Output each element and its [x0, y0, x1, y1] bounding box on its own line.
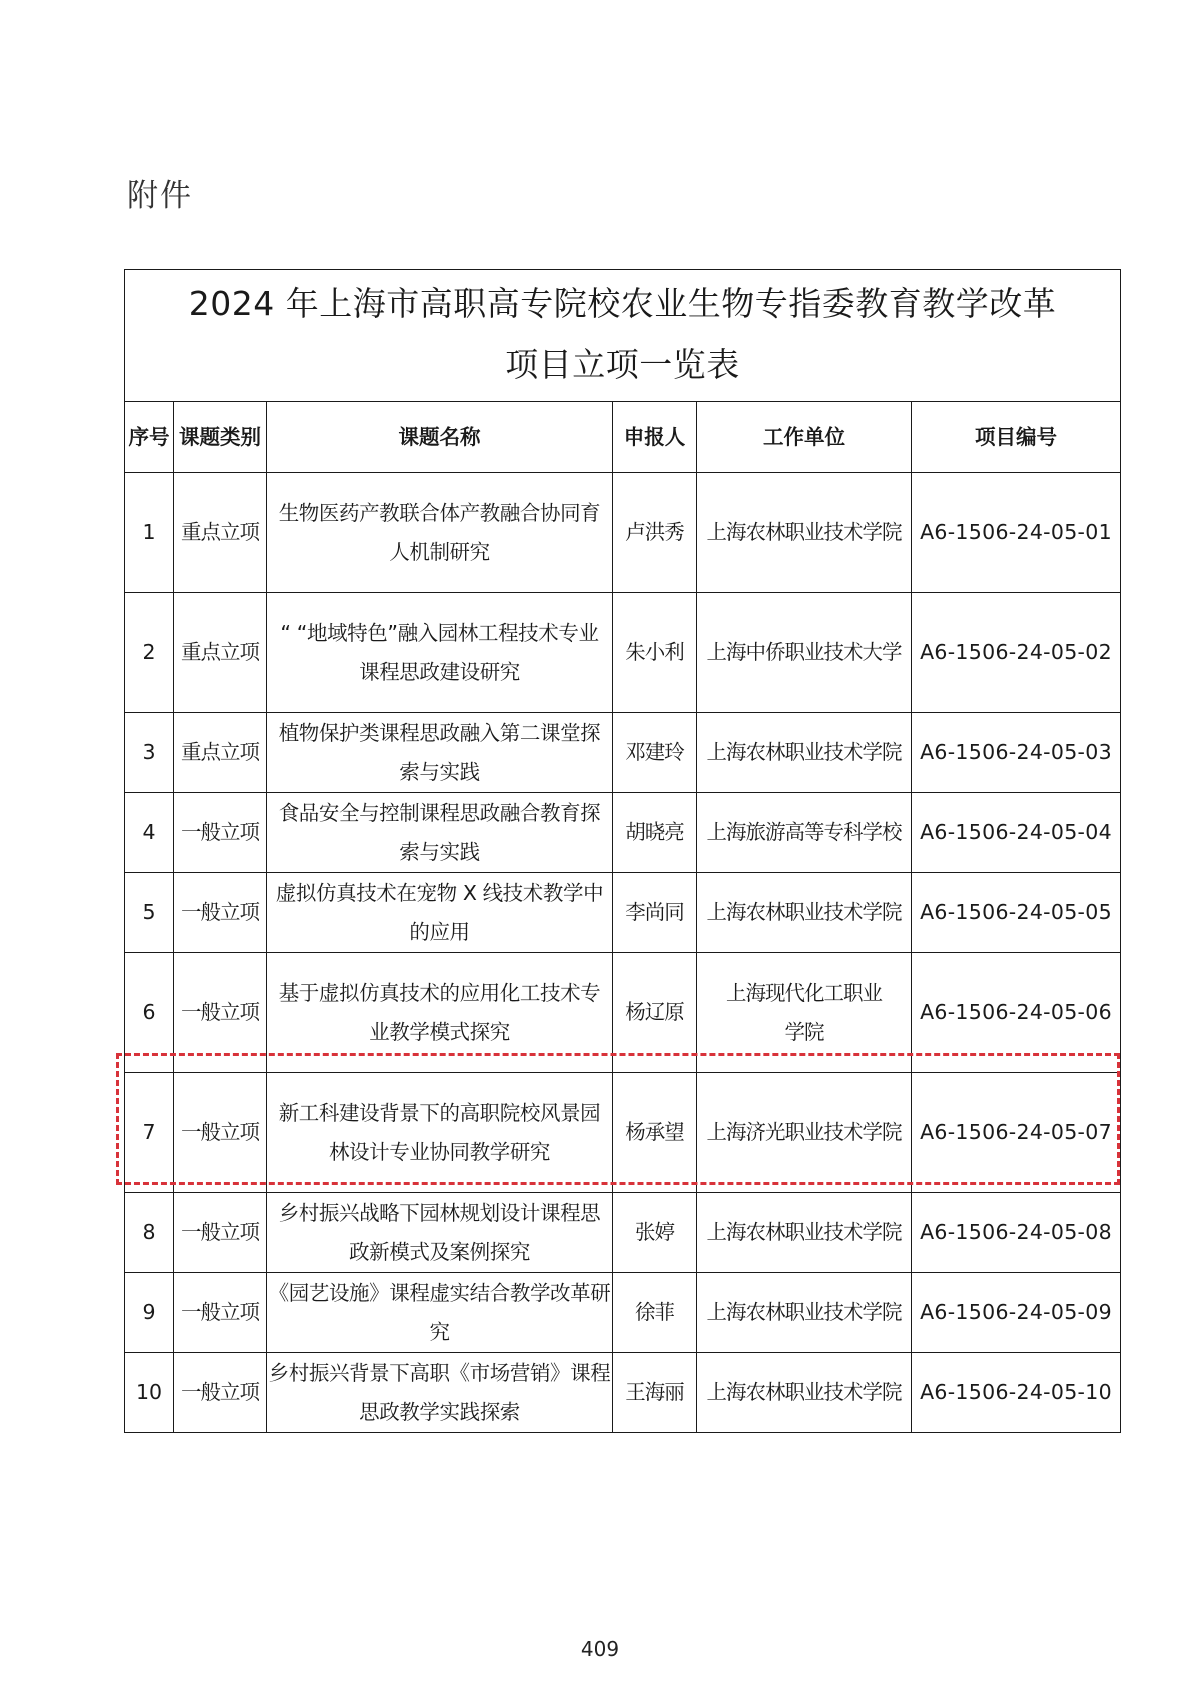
- cell-name-text: 植物保护类课程思政融入第二课堂探: [278, 720, 601, 745]
- attachment-label: 附件: [127, 178, 193, 214]
- cell-category-text: 重点立项: [181, 640, 259, 664]
- cell-category: [174, 1073, 267, 1193]
- cell-code: [912, 1193, 1121, 1273]
- cell-index: [125, 593, 174, 713]
- cell-category-text: 重点立项: [181, 520, 259, 544]
- cell-category-text: 一般立项: [181, 1220, 259, 1244]
- cell-unit-text: 上海农林职业技术学院: [706, 1380, 902, 1404]
- table-row: [125, 873, 1121, 953]
- cell-unit-text: 上海中侨职业技术大学: [706, 640, 902, 664]
- table-row: [125, 793, 1121, 873]
- table-row: [125, 1353, 1121, 1433]
- cell-unit: [697, 713, 912, 793]
- cell-code: [912, 713, 1121, 793]
- cell-unit-text: 上海农林职业技术学院: [706, 1300, 902, 1324]
- cell-category: [174, 953, 267, 1073]
- cell-applicant-text: 徐菲: [635, 1300, 674, 1324]
- cell-name-text: 乡村振兴背景下高职《市场营销》课程: [268, 1360, 611, 1385]
- cell-applicant: [613, 593, 697, 713]
- cell-code: [912, 873, 1121, 953]
- cell-name-text: 基于虚拟仿真技术的应用化工技术专: [278, 980, 601, 1005]
- cell-index-text: 2: [142, 640, 156, 664]
- page-number: 409: [580, 1637, 620, 1661]
- cell-category-text: 一般立项: [181, 1000, 259, 1024]
- cell-index: [125, 1073, 174, 1193]
- cell-applicant: [613, 873, 697, 953]
- cell-name: [267, 473, 613, 593]
- cell-code-text: A6-1506-24-05-08: [920, 1220, 1112, 1244]
- cell-name-text: 索与实践: [399, 759, 480, 784]
- cell-name: [267, 1273, 613, 1353]
- cell-category: [174, 1353, 267, 1433]
- cell-index-text: 5: [142, 900, 156, 924]
- cell-category: [174, 1273, 267, 1353]
- cell-unit: [697, 473, 912, 593]
- cell-code-text: A6-1506-24-05-06: [920, 1000, 1112, 1024]
- cell-index: [125, 1193, 174, 1273]
- header-unit: 工作单位: [697, 402, 912, 473]
- cell-unit: [697, 1273, 912, 1353]
- cell-category: [174, 713, 267, 793]
- cell-name-text: 乡村振兴战略下园林规划设计课程思: [278, 1200, 601, 1225]
- cell-name: [267, 1073, 613, 1193]
- header-row: [125, 402, 1121, 473]
- cell-code: [912, 1353, 1121, 1433]
- cell-applicant: [613, 473, 697, 593]
- cell-applicant-text: 杨承望: [625, 1120, 684, 1144]
- cell-name-text: 业教学模式探究: [369, 1019, 510, 1044]
- cell-applicant-text: 王海丽: [625, 1380, 684, 1404]
- cell-category-text: 一般立项: [181, 1300, 259, 1324]
- header-code: 项目编号: [912, 402, 1121, 473]
- cell-index-text: 9: [142, 1300, 156, 1324]
- cell-code: [912, 1273, 1121, 1353]
- cell-index: [125, 953, 174, 1073]
- cell-index: [125, 713, 174, 793]
- cell-index: [125, 873, 174, 953]
- cell-unit-text: 上海农林职业技术学院: [706, 1220, 902, 1244]
- header-index: 序号: [125, 402, 174, 473]
- cell-code-text: A6-1506-24-05-07: [920, 1120, 1112, 1144]
- cell-name-text: 思政教学实践探索: [359, 1399, 520, 1424]
- cell-code: [912, 593, 1121, 713]
- cell-code-text: A6-1506-24-05-05: [920, 900, 1112, 924]
- project-list-table: [124, 269, 1121, 1433]
- cell-category-text: 一般立项: [181, 1380, 259, 1404]
- cell-applicant-text: 李尚同: [625, 900, 684, 924]
- cell-applicant-text: 卢洪秀: [625, 520, 684, 544]
- cell-applicant-text: 胡晓亮: [625, 820, 684, 844]
- cell-name-text: 的应用: [409, 919, 470, 944]
- table-title-line1: 2024 年上海市高职高专院校农业生物专指委教育教学改革: [188, 284, 1057, 323]
- cell-unit: [697, 873, 912, 953]
- table-row: [125, 1273, 1121, 1353]
- cell-code-text: A6-1506-24-05-10: [920, 1380, 1112, 1404]
- cell-applicant: [613, 1193, 697, 1273]
- cell-index: [125, 1273, 174, 1353]
- table-row: [125, 473, 1121, 593]
- cell-unit-text: 上海现代化工职业: [726, 980, 882, 1005]
- cell-category-text: 重点立项: [181, 740, 259, 764]
- cell-name-text: 人机制研究: [389, 539, 490, 564]
- header-applicant: 申报人: [613, 402, 697, 473]
- cell-unit-text: 上海济光职业技术学院: [706, 1120, 902, 1144]
- cell-name: [267, 713, 613, 793]
- table-row: [125, 1193, 1121, 1273]
- cell-unit-text: 上海农林职业技术学院: [706, 900, 902, 924]
- cell-index-text: 7: [142, 1120, 156, 1144]
- cell-name: [267, 1193, 613, 1273]
- cell-code-text: A6-1506-24-05-03: [920, 740, 1112, 764]
- cell-category: [174, 793, 267, 873]
- cell-category: [174, 473, 267, 593]
- header-name: 课题名称: [267, 402, 613, 473]
- cell-name-text: 究: [429, 1319, 450, 1344]
- cell-category-text: 一般立项: [181, 820, 259, 844]
- cell-index-text: 8: [142, 1220, 156, 1244]
- cell-unit-text: 上海旅游高等专科学校: [706, 820, 902, 844]
- cell-code: [912, 1073, 1121, 1193]
- cell-applicant: [613, 953, 697, 1073]
- cell-name: [267, 1353, 613, 1433]
- cell-applicant: [613, 1273, 697, 1353]
- cell-unit: [697, 953, 912, 1073]
- cell-category: [174, 1193, 267, 1273]
- cell-index-text: 3: [142, 740, 156, 764]
- cell-index: [125, 793, 174, 873]
- cell-category-text: 一般立项: [181, 1120, 259, 1144]
- title-row: [125, 270, 1121, 402]
- cell-name-text: “ “地域特色”融入园林工程技术专业: [280, 620, 599, 645]
- cell-unit: [697, 1193, 912, 1273]
- cell-name-text: 林设计专业协同教学研究: [328, 1139, 551, 1164]
- cell-index-text: 1: [142, 520, 156, 544]
- cell-category: [174, 593, 267, 713]
- cell-category-text: 一般立项: [181, 900, 259, 924]
- cell-unit: [697, 1353, 912, 1433]
- cell-applicant: [613, 713, 697, 793]
- cell-name: [267, 873, 613, 953]
- table-row: [125, 953, 1121, 1073]
- cell-name-text: 新工科建设背景下的高职院校风景园: [278, 1100, 601, 1125]
- cell-code: [912, 793, 1121, 873]
- cell-applicant: [613, 793, 697, 873]
- cell-applicant: [613, 1353, 697, 1433]
- cell-code: [912, 473, 1121, 593]
- cell-unit-text: 上海农林职业技术学院: [706, 740, 902, 764]
- cell-index-text: 10: [135, 1380, 163, 1404]
- cell-index-text: 4: [142, 820, 156, 844]
- cell-index: [125, 473, 174, 593]
- table-title: [125, 270, 1121, 402]
- cell-name-text: 生物医药产教联合体产教融合协同育: [278, 500, 601, 525]
- cell-name: [267, 953, 613, 1073]
- cell-unit-text: 上海农林职业技术学院: [706, 520, 902, 544]
- cell-applicant: [613, 1073, 697, 1193]
- table-row: [125, 713, 1121, 793]
- cell-unit: [697, 793, 912, 873]
- cell-name-text: 虚拟仿真技术在宠物 X 线技术教学中: [275, 880, 604, 905]
- cell-name-text: 索与实践: [399, 839, 480, 864]
- cell-code: [912, 953, 1121, 1073]
- cell-index: [125, 1353, 174, 1433]
- cell-applicant-text: 朱小利: [625, 640, 684, 664]
- cell-unit: [697, 1073, 912, 1193]
- cell-code-text: A6-1506-24-05-02: [920, 640, 1112, 664]
- cell-name-text: 课程思政建设研究: [359, 659, 520, 684]
- cell-applicant-text: 杨辽原: [625, 1000, 684, 1024]
- cell-category: [174, 873, 267, 953]
- cell-code-text: A6-1506-24-05-09: [920, 1300, 1112, 1324]
- table-title-line2: 项目立项一览表: [505, 345, 740, 384]
- table-row: [125, 1073, 1121, 1193]
- cell-name-text: 政新模式及案例探究: [349, 1239, 530, 1264]
- header-category: 课题类别: [174, 402, 267, 473]
- cell-index-text: 6: [142, 1000, 156, 1024]
- cell-code-text: A6-1506-24-05-01: [920, 520, 1112, 544]
- cell-unit-text: 学院: [784, 1019, 824, 1044]
- cell-applicant-text: 张婷: [635, 1220, 674, 1244]
- cell-applicant-text: 邓建玲: [625, 740, 684, 764]
- cell-unit: [697, 593, 912, 713]
- table-row: [125, 593, 1121, 713]
- cell-name: [267, 793, 613, 873]
- cell-name: [267, 593, 613, 713]
- cell-code-text: A6-1506-24-05-04: [920, 820, 1112, 844]
- cell-name-text: 食品安全与控制课程思政融合教育探: [278, 800, 601, 825]
- cell-name-text: 《园艺设施》课程虚实结合教学改革研: [268, 1280, 611, 1305]
